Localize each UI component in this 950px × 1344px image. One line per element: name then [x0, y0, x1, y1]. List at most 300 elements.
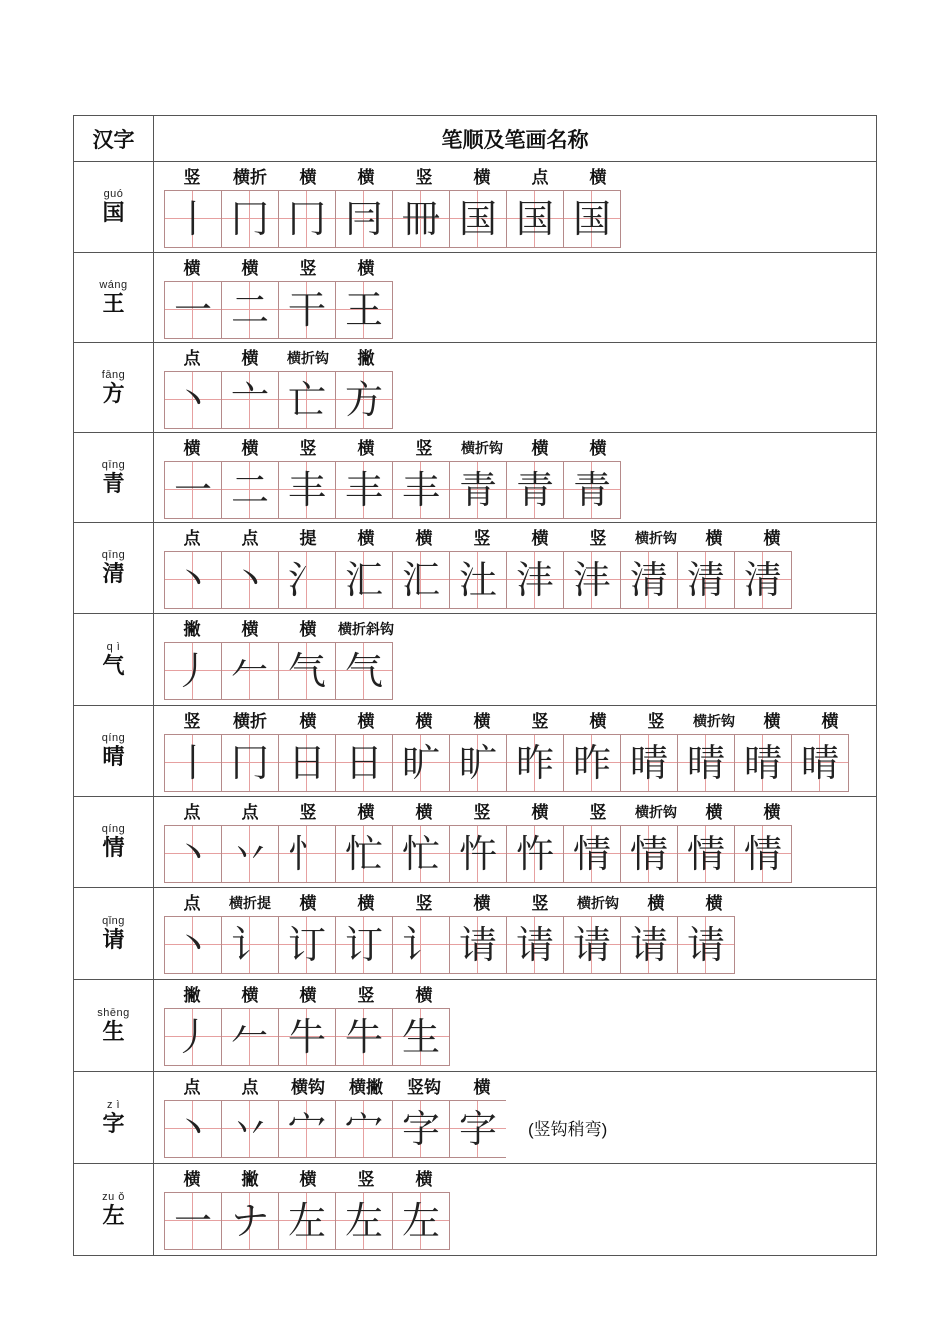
stroke-order-cell — [154, 706, 877, 797]
stroke-step-glyph: 丷 — [230, 832, 269, 876]
character-cell — [74, 614, 154, 706]
stroke-step-glyph: 忙 — [401, 832, 440, 876]
tianzige-box — [278, 461, 335, 519]
tianzige-box — [164, 642, 221, 700]
stroke-step-boxes — [164, 642, 876, 702]
tianzige-box — [221, 642, 278, 700]
stroke-name: 横 — [415, 803, 433, 823]
stroke-name: 横折钩 — [287, 351, 329, 367]
stroke-name: 横 — [299, 1170, 317, 1190]
stroke-step-glyph: 请 — [515, 923, 554, 967]
stroke-name: 横钩 — [291, 1078, 325, 1098]
character-cell — [74, 253, 154, 343]
stroke-step-glyph: 青 — [515, 468, 554, 512]
pinyin: z ì — [106, 1098, 121, 1111]
stroke-name: 横 — [415, 712, 433, 732]
stroke-step-boxes — [164, 461, 876, 521]
pinyin: wáng — [99, 278, 128, 291]
hanzi-character: 请 — [102, 926, 125, 953]
stroke-name: 撇 — [183, 620, 201, 640]
hanzi-character: 方 — [102, 380, 125, 407]
table-row — [74, 523, 877, 614]
tianzige-box — [164, 1100, 221, 1158]
character-cell — [74, 797, 154, 888]
stroke-name: 竖 — [589, 803, 607, 823]
stroke-step-glyph: 国 — [515, 197, 554, 241]
stroke-name: 横 — [705, 529, 723, 549]
tianzige-box — [278, 734, 335, 792]
tianzige-box — [392, 1100, 449, 1158]
stroke-names — [164, 801, 876, 825]
tianzige-box — [221, 281, 278, 339]
stroke-step-glyph: 讠 — [401, 923, 440, 967]
character-cell — [74, 162, 154, 253]
tianzige-box — [221, 371, 278, 429]
hanzi-character: 气 — [102, 652, 125, 679]
stroke-step-glyph: 请 — [458, 923, 497, 967]
stroke-step-glyph: 清 — [743, 558, 782, 602]
stroke-step-glyph: 晴 — [800, 741, 839, 785]
stroke-step-glyph: 左 — [287, 1199, 326, 1243]
stroke-name: 点 — [183, 349, 201, 369]
tianzige-box — [449, 916, 506, 974]
tianzige-box — [506, 461, 563, 519]
hanzi-character: 青 — [102, 470, 125, 497]
stroke-step-boxes — [164, 1008, 876, 1068]
stroke-name: 横折 — [233, 168, 267, 188]
stroke-name: 竖 — [415, 168, 433, 188]
stroke-order-cell — [154, 343, 877, 433]
stroke-name: 横折钩 — [577, 896, 619, 912]
stroke-step-glyph: 一 — [173, 468, 212, 512]
stroke-step-glyph: 情 — [572, 832, 611, 876]
stroke-step-glyph: 丰 — [344, 468, 383, 512]
character-cell — [74, 433, 154, 523]
stroke-step-glyph: 旷 — [458, 741, 497, 785]
stroke-name: 竖 — [183, 712, 201, 732]
tianzige-box — [335, 1100, 392, 1158]
stroke-order-cell — [154, 162, 877, 253]
tianzige-box — [392, 1008, 450, 1066]
stroke-name: 横 — [357, 529, 375, 549]
stroke-name: 横 — [589, 439, 607, 459]
stroke-step-boxes — [164, 551, 876, 611]
stroke-step-glyph: 沣 — [515, 558, 554, 602]
stroke-name: 横 — [241, 259, 259, 279]
stroke-order-cell — [154, 253, 877, 343]
stroke-step-glyph: 字 — [458, 1107, 497, 1151]
stroke-step-glyph: 情 — [629, 832, 668, 876]
stroke-name: 竖 — [183, 168, 201, 188]
stroke-step-glyph: 忤 — [515, 832, 554, 876]
stroke-name: 横 — [357, 712, 375, 732]
stroke-order-cell — [154, 888, 877, 980]
stroke-step-glyph: 国 — [572, 197, 611, 241]
stroke-name: 竖 — [357, 986, 375, 1006]
stroke-name: 竖 — [473, 529, 491, 549]
tianzige-box — [221, 190, 278, 248]
tianzige-box — [164, 551, 221, 609]
stroke-step-glyph: 丶 — [173, 1107, 212, 1151]
stroke-name: 竖 — [415, 894, 433, 914]
stroke-step-boxes — [164, 281, 876, 341]
character-cell — [74, 980, 154, 1072]
stroke-name: 竖 — [589, 529, 607, 549]
stroke-names — [164, 984, 876, 1008]
tianzige-box — [563, 190, 621, 248]
stroke-step-glyph: 汢 — [458, 558, 497, 602]
stroke-step-glyph: 气 — [287, 649, 326, 693]
stroke-name: 竖 — [299, 439, 317, 459]
stroke-order-cell — [154, 797, 877, 888]
stroke-step-glyph: 一 — [173, 288, 212, 332]
stroke-name: 横 — [473, 894, 491, 914]
tianzige-box — [278, 1192, 335, 1250]
stroke-step-glyph: 亡 — [287, 378, 326, 422]
stroke-step-glyph: 一 — [173, 1199, 212, 1243]
tianzige-box — [506, 825, 563, 883]
stroke-step-glyph: 冊 — [401, 197, 440, 241]
stroke-names — [164, 892, 876, 916]
tianzige-box — [392, 825, 449, 883]
stroke-step-glyph: 日 — [344, 741, 383, 785]
stroke-step-glyph: 气 — [344, 649, 383, 693]
stroke-name: 横 — [299, 620, 317, 640]
stroke-name: 横 — [589, 712, 607, 732]
tianzige-box — [278, 642, 335, 700]
stroke-step-glyph: 忤 — [458, 832, 497, 876]
stroke-step-glyph: 干 — [287, 288, 326, 332]
tianzige-box — [392, 461, 449, 519]
stroke-name: 点 — [183, 803, 201, 823]
stroke-name: 横 — [473, 712, 491, 732]
tianzige-box — [563, 551, 620, 609]
header-stroke-column: 笔顺及笔画名称 — [154, 116, 877, 162]
tianzige-box — [164, 1192, 221, 1250]
stroke-name: 横 — [763, 529, 781, 549]
stroke-step-glyph: 旷 — [401, 741, 440, 785]
tianzige-box — [164, 190, 221, 248]
stroke-step-glyph: 订 — [344, 923, 383, 967]
tianzige-box — [221, 461, 278, 519]
tianzige-box — [563, 825, 620, 883]
stroke-step-glyph: 冂 — [230, 197, 269, 241]
stroke-name: 横 — [705, 803, 723, 823]
table-row — [74, 797, 877, 888]
stroke-name: 横 — [821, 712, 839, 732]
stroke-step-glyph: 忙 — [344, 832, 383, 876]
tianzige-box — [392, 190, 449, 248]
tianzige-box — [278, 1008, 335, 1066]
stroke-step-boxes — [164, 1192, 876, 1252]
tianzige-box — [506, 734, 563, 792]
stroke-order-cell — [154, 1072, 877, 1164]
stroke-name: 横 — [357, 168, 375, 188]
stroke-step-glyph: 清 — [686, 558, 725, 602]
stroke-names — [164, 527, 876, 551]
stroke-step-glyph: 宀 — [287, 1107, 326, 1151]
stroke-name: 横折钩 — [461, 441, 503, 457]
stroke-step-glyph: 冂 — [287, 197, 326, 241]
stroke-step-glyph: 讠 — [230, 923, 269, 967]
tianzige-box — [563, 734, 620, 792]
stroke-step-glyph: 方 — [344, 378, 383, 422]
tianzige-box — [164, 281, 221, 339]
tianzige-box — [164, 371, 221, 429]
table-row — [74, 1164, 877, 1256]
stroke-names — [164, 1168, 876, 1192]
stroke-step-boxes — [164, 371, 876, 431]
stroke-name: 横折斜钩 — [338, 622, 394, 638]
tianzige-box — [335, 1008, 392, 1066]
stroke-name: 横 — [241, 620, 259, 640]
table-row — [74, 162, 877, 253]
tianzige-box — [335, 642, 393, 700]
tianzige-box — [449, 825, 506, 883]
stroke-name: 竖 — [531, 712, 549, 732]
stroke-name: 竖 — [415, 439, 433, 459]
tianzige-box — [221, 916, 278, 974]
stroke-name: 横折提 — [229, 896, 271, 912]
stroke-name: 横 — [415, 529, 433, 549]
hanzi-character: 情 — [102, 835, 125, 861]
stroke-note: (竖钩稍弯) — [528, 1120, 608, 1139]
tianzige-box — [677, 734, 734, 792]
tianzige-box — [620, 551, 677, 609]
table-row — [74, 253, 877, 343]
stroke-name: 横 — [357, 894, 375, 914]
stroke-step-glyph: 汇 — [401, 558, 440, 602]
stroke-name: 横 — [357, 439, 375, 459]
pinyin: qīng — [101, 549, 126, 561]
stroke-order-cell — [154, 433, 877, 523]
table-row — [74, 706, 877, 797]
pinyin: shēng — [97, 1006, 130, 1019]
stroke-names — [164, 618, 876, 642]
tianzige-box — [335, 190, 392, 248]
stroke-step-glyph: 𠂉 — [230, 1015, 269, 1059]
stroke-step-glyph: 丨 — [173, 197, 212, 241]
pinyin: qīng — [101, 458, 126, 471]
stroke-name: 横 — [531, 803, 549, 823]
tianzige-box — [677, 825, 734, 883]
table-header-row — [74, 116, 877, 162]
stroke-step-glyph: 二 — [230, 468, 269, 512]
stroke-name: 横 — [357, 803, 375, 823]
stroke-name: 横折钩 — [693, 714, 735, 730]
tianzige-box — [164, 916, 221, 974]
tianzige-box — [506, 190, 563, 248]
stroke-step-boxes — [164, 916, 876, 976]
stroke-step-glyph: 冃 — [344, 197, 383, 241]
stroke-order-cell — [154, 523, 877, 614]
tianzige-box — [449, 551, 506, 609]
stroke-step-glyph: 丷 — [230, 1107, 269, 1151]
stroke-step-glyph: 晴 — [743, 741, 782, 785]
tianzige-box — [335, 916, 392, 974]
tianzige-box — [164, 825, 221, 883]
stroke-name: 横 — [183, 259, 201, 279]
tianzige-box — [620, 734, 677, 792]
tianzige-box — [335, 461, 392, 519]
pinyin: fāng — [101, 368, 126, 381]
stroke-name: 点 — [241, 803, 259, 823]
stroke-step-glyph: 昨 — [572, 741, 611, 785]
stroke-name: 点 — [183, 1078, 201, 1098]
table-row — [74, 614, 877, 706]
tianzige-box — [734, 551, 792, 609]
stroke-name: 横 — [763, 803, 781, 823]
stroke-step-glyph: 丶 — [173, 923, 212, 967]
tianzige-box — [278, 281, 335, 339]
tianzige-box — [164, 734, 221, 792]
stroke-name: 点 — [183, 529, 201, 549]
table-row — [74, 433, 877, 523]
stroke-name: 横折钩 — [635, 805, 677, 821]
stroke-step-glyph: 氵 — [287, 558, 326, 602]
stroke-step-glyph: 情 — [743, 832, 782, 876]
tianzige-box — [221, 734, 278, 792]
stroke-name: 横 — [705, 894, 723, 914]
pinyin: qíng — [101, 732, 126, 744]
stroke-step-glyph: 左 — [401, 1199, 440, 1243]
tianzige-box — [506, 551, 563, 609]
stroke-name: 点 — [183, 894, 201, 914]
tianzige-box — [392, 916, 449, 974]
stroke-name: 横 — [299, 712, 317, 732]
stroke-name: 竖钩 — [407, 1078, 441, 1098]
tianzige-box — [449, 734, 506, 792]
stroke-step-boxes — [164, 825, 876, 885]
hanzi-character: 左 — [102, 1202, 125, 1229]
stroke-step-glyph: 青 — [572, 468, 611, 512]
stroke-step-glyph: 沣 — [572, 558, 611, 602]
tianzige-box — [221, 1192, 278, 1250]
hanzi-character: 晴 — [102, 744, 125, 770]
tianzige-box — [563, 461, 621, 519]
stroke-step-glyph: 丰 — [401, 468, 440, 512]
stroke-name: 撇 — [357, 349, 375, 369]
stroke-step-glyph: 晴 — [686, 741, 725, 785]
stroke-names — [164, 1076, 876, 1100]
stroke-names — [164, 257, 876, 281]
stroke-step-glyph: 昨 — [515, 741, 554, 785]
character-cell — [74, 1072, 154, 1164]
tianzige-box — [278, 190, 335, 248]
stroke-step-glyph: 青 — [458, 468, 497, 512]
stroke-name: 横 — [183, 439, 201, 459]
hanzi-character: 生 — [102, 1018, 125, 1045]
stroke-name: 横 — [299, 168, 317, 188]
stroke-step-glyph: 丰 — [287, 468, 326, 512]
stroke-step-glyph: 丨 — [173, 741, 212, 785]
stroke-step-glyph: 冂 — [230, 741, 269, 785]
tianzige-box — [791, 734, 849, 792]
tianzige-box — [278, 916, 335, 974]
stroke-name: 横折 — [233, 712, 267, 732]
stroke-step-glyph: 左 — [344, 1199, 383, 1243]
pinyin: qǐng — [102, 914, 125, 927]
tianzige-box — [221, 825, 278, 883]
character-cell — [74, 343, 154, 433]
stroke-name: 竖 — [531, 894, 549, 914]
stroke-step-glyph: 丿 — [173, 649, 212, 693]
stroke-name: 横 — [589, 168, 607, 188]
stroke-order-cell — [154, 1164, 877, 1256]
stroke-step-glyph: 请 — [686, 923, 725, 967]
stroke-step-boxes — [164, 734, 876, 794]
tianzige-box — [278, 825, 335, 883]
stroke-step-glyph: 亠 — [230, 378, 269, 422]
stroke-name: 竖 — [647, 712, 665, 732]
pinyin: guó — [103, 188, 124, 200]
stroke-step-glyph: 晴 — [629, 741, 668, 785]
hanzi-character: 清 — [102, 561, 125, 587]
tianzige-box — [449, 461, 506, 519]
tianzige-box — [449, 190, 506, 248]
tianzige-box — [563, 916, 620, 974]
hanzi-character: 字 — [102, 1110, 125, 1137]
stroke-name: 竖 — [299, 259, 317, 279]
stroke-step-glyph: 𠂉 — [230, 649, 269, 693]
tianzige-box — [164, 461, 221, 519]
tianzige-box — [734, 734, 791, 792]
tianzige-box — [278, 1100, 335, 1158]
tianzige-box — [278, 551, 335, 609]
stroke-name: 横 — [531, 439, 549, 459]
stroke-step-glyph: 汇 — [344, 558, 383, 602]
tianzige-box — [677, 551, 734, 609]
stroke-name: 横 — [763, 712, 781, 732]
stroke-step-glyph: 丶 — [173, 832, 212, 876]
stroke-name: 横撇 — [349, 1078, 383, 1098]
tianzige-box — [392, 734, 449, 792]
pinyin: q ì — [106, 640, 121, 653]
stroke-step-glyph: 情 — [686, 832, 725, 876]
stroke-name: 横 — [357, 259, 375, 279]
stroke-step-glyph: 牛 — [287, 1015, 326, 1059]
table-row — [74, 343, 877, 433]
tianzige-box — [677, 916, 735, 974]
stroke-name: 横 — [299, 894, 317, 914]
stroke-step-glyph: 生 — [401, 1015, 440, 1059]
stroke-name: 横 — [241, 986, 259, 1006]
hanzi-character: 王 — [102, 290, 125, 317]
stroke-step-glyph: 字 — [401, 1107, 440, 1151]
stroke-step-boxes — [164, 190, 876, 250]
tianzige-box — [620, 825, 677, 883]
stroke-names — [164, 710, 876, 734]
stroke-names — [164, 347, 876, 371]
stroke-name: 横 — [415, 1170, 433, 1190]
tianzige-box — [734, 825, 792, 883]
stroke-step-glyph: 请 — [629, 923, 668, 967]
stroke-name: 竖 — [357, 1170, 375, 1190]
stroke-name: 撇 — [241, 1170, 259, 1190]
stroke-step-glyph: 忄 — [287, 832, 326, 876]
stroke-order-table — [73, 115, 877, 1256]
stroke-step-glyph: 丿 — [173, 1015, 212, 1059]
tianzige-box — [335, 281, 393, 339]
character-cell — [74, 1164, 154, 1256]
stroke-name: 横 — [473, 168, 491, 188]
stroke-name: 横 — [531, 529, 549, 549]
tianzige-box — [278, 371, 335, 429]
table-row — [74, 1072, 877, 1164]
stroke-step-glyph: 宀 — [344, 1107, 383, 1151]
table-row — [74, 980, 877, 1072]
stroke-names — [164, 166, 876, 190]
